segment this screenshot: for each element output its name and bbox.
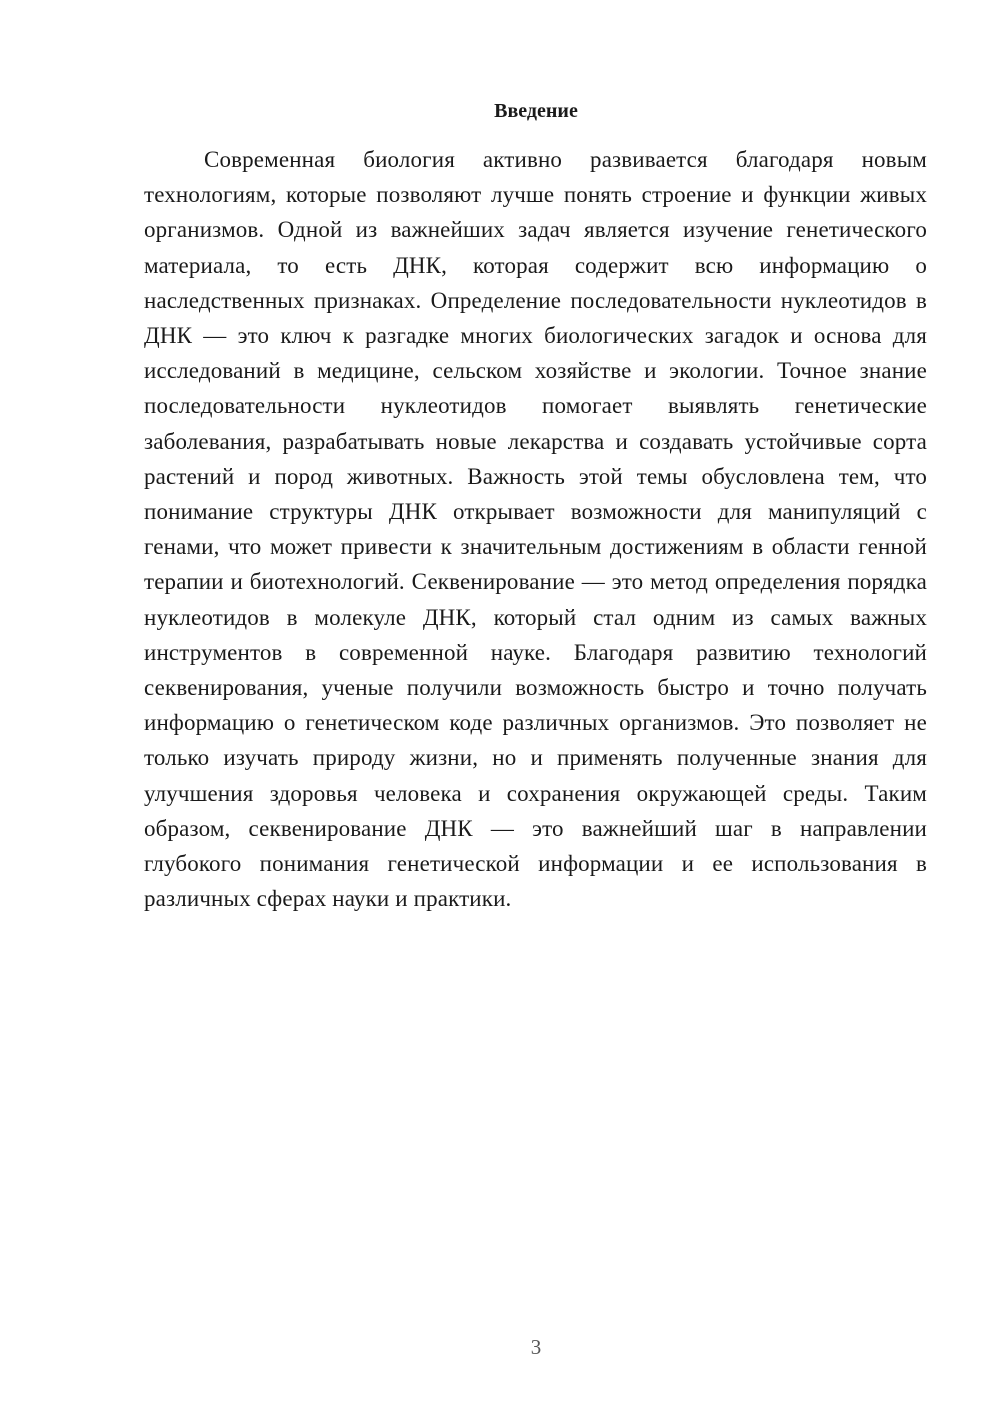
page-number: 3 bbox=[530, 1335, 542, 1359]
section-heading: Введение bbox=[494, 100, 578, 122]
body-paragraph: Современная биология активно развивается благодаря новым технологиям, которые позволяют лучше понять строение и функции живых организмов. Одной из важнейших задач является изучение генетического материала, то есть ДНК, которая содержит всю информацию о наследственных признаках. Определение последовательности нуклеотидов в ДНК — это ключ к разгадке многих биологических загадок и основа для исследований в медицине, сельском хозяйстве и экологии. Точное знание последовательности нуклеотидов помогает выявлять генетические заболевания, разрабатывать новые лекарства и создавать устойчивые сорта растений и пород животных. Важность этой темы обусловлена тем, что понимание структуры ДНК открывает возможности для манипуляций с генами, что может привести к значительным достижениям в области генной терапии и биотехнологий. Секвенирование — это метод определения порядка нуклеотидов в молекуле ДНК, который стал одним из самых важных инструментов в современной науке. Благодаря развитию технологий секвенирования, ученые получили возможность быстро и точно получать информацию о генетическом коде различных организмов. Это позволяет не только изучать природу жизни, но и применять полученные знания для улучшения здоровья человека и сохранения окружающей среды. Таким образом, секвенирование ДНК — это важнейший шаг в направлении глубокого понимания генетической информации и ее использования в различных сферах науки и практики. bbox=[144, 147, 927, 912]
